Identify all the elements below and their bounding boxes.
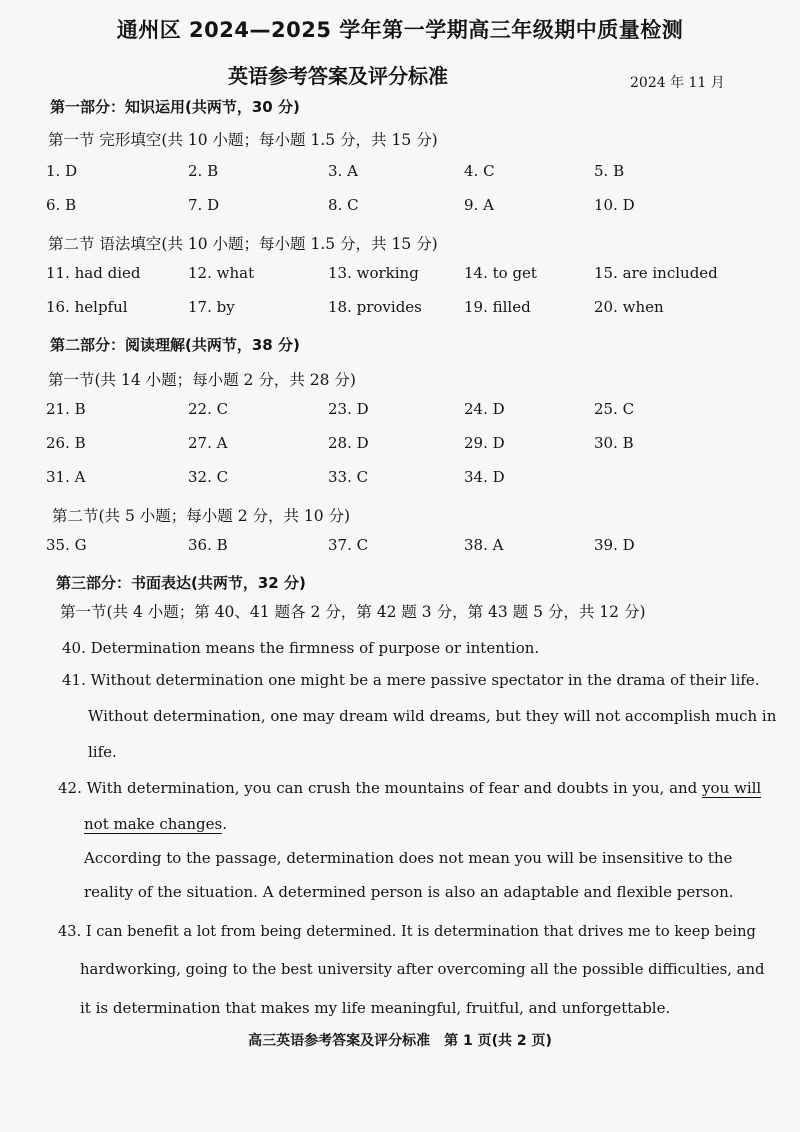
answer-43-line1: 43. I can benefit a lot from being determined. It is determination that drives me to keep being	[58, 923, 756, 940]
answer-item: 29. D	[464, 434, 505, 452]
answer-item: 23. D	[328, 400, 369, 418]
answer-item: 25. C	[594, 400, 635, 418]
answer-item: 32. C	[188, 468, 229, 486]
answer-row	[0, 264, 800, 290]
part2-section2-heading: 第二节(共 5 小题；每小题 2 分，共 10 分)	[52, 507, 351, 525]
answer-42-line3: According to the passage, determination does not mean you will be insensitive to the	[84, 849, 733, 867]
answer-item: 36. B	[188, 536, 228, 554]
answer-item: 39. D	[594, 536, 635, 554]
answer-item: 38. A	[464, 536, 504, 554]
answer-item: 13. working	[328, 264, 419, 282]
answer-41-line1: 41. Without determination one might be a mere passive spectator in the drama of their life.	[62, 671, 760, 689]
answer-41-line2: Without determination, one may dream wild dreams, but they will not accomplish much in	[88, 707, 777, 725]
answer-item: 30. B	[594, 434, 634, 452]
answer-row	[0, 536, 800, 562]
answer-42-line2	[84, 806, 227, 842]
answer-42-text: 42. With determination, you can crush the mountains of fear and doubts in you, and	[58, 779, 703, 797]
answer-item: 14. to get	[464, 264, 537, 282]
answer-item: 31. A	[46, 468, 86, 486]
answer-item: 18. provides	[328, 298, 422, 316]
answer-item: 1. D	[46, 162, 78, 180]
answer-item: 3. A	[328, 162, 358, 180]
answer-43-line3: it is determination that makes my life meaningful, fruitful, and unforgettable.	[80, 999, 671, 1017]
answer-item: 34. D	[464, 468, 505, 486]
answer-item: 8. C	[328, 196, 359, 214]
answer-item: 7. D	[188, 196, 220, 214]
answer-item: 19. filled	[464, 298, 531, 316]
answer-row	[0, 400, 800, 426]
answer-row	[0, 468, 800, 494]
answer-item: 16. helpful	[46, 298, 128, 316]
answer-item: 27. A	[188, 434, 228, 452]
part1-heading: 第一部分：知识运用(共两节，30 分)	[50, 98, 300, 116]
document-title: 通州区 2024—2025 学年第一学期高三年级期中质量检测	[116, 18, 684, 42]
answer-42-line1	[58, 770, 761, 806]
answer-row	[0, 196, 800, 222]
part3-heading: 第三部分：书面表达(共两节，32 分)	[56, 574, 306, 592]
answer-item: 26. B	[46, 434, 86, 452]
part2-heading: 第二部分：阅读理解(共两节，38 分)	[50, 336, 300, 354]
answer-item: 4. C	[464, 162, 495, 180]
answer-row	[0, 298, 800, 324]
page-footer: 高三英语参考答案及评分标准 第 1 页(共 2 页)	[248, 1033, 552, 1049]
answer-item: 9. A	[464, 196, 494, 214]
answer-item: 21. B	[46, 400, 86, 418]
answer-43-line2: hardworking, going to the best university after overcoming all the possible difficulties, and	[80, 961, 765, 978]
answer-item: 11. had died	[46, 264, 141, 282]
document-date: 2024 年 11 月	[630, 75, 725, 91]
answer-item: 33. C	[328, 468, 369, 486]
answer-item: 15. are included	[594, 264, 718, 282]
answer-42-underlined-text-cont: not make changes	[84, 815, 223, 833]
answer-40: 40. Determination means the firmness of purpose or intention.	[62, 639, 540, 657]
answer-42-line4: reality of the situation. A determined person is also an adaptable and flexible person.	[84, 883, 734, 901]
answer-item: 6. B	[46, 196, 77, 214]
document-subtitle: 英语参考答案及评分标准	[228, 64, 448, 88]
answer-item: 12. what	[188, 264, 255, 282]
part3-section1-heading: 第一节(共 4 小题；第 40、41 题各 2 分，第 42 题 3 分，第 43 题 5 分，共 12 分)	[60, 603, 646, 621]
answer-item: 10. D	[594, 196, 635, 214]
part1-section2-heading: 第二节 语法填空(共 10 小题；每小题 1.5 分，共 15 分)	[48, 235, 438, 253]
answer-42-underlined-text: you will	[702, 779, 762, 797]
part2-section1-heading: 第一节(共 14 小题；每小题 2 分，共 28 分)	[48, 371, 356, 389]
answer-item: 24. D	[464, 400, 505, 418]
answer-42-period: .	[222, 815, 228, 833]
answer-item: 2. B	[188, 162, 219, 180]
answer-item: 28. D	[328, 434, 369, 452]
answer-item: 20. when	[594, 298, 664, 316]
answer-row	[0, 162, 800, 188]
answer-41-line3: life.	[88, 743, 117, 761]
answer-row	[0, 434, 800, 460]
answer-item: 22. C	[188, 400, 229, 418]
answer-item: 5. B	[594, 162, 625, 180]
answer-item: 35. G	[46, 536, 87, 554]
part1-section1-heading: 第一节 完形填空(共 10 小题；每小题 1.5 分，共 15 分)	[48, 131, 438, 149]
answer-item: 17. by	[188, 298, 235, 316]
answer-item: 37. C	[328, 536, 369, 554]
